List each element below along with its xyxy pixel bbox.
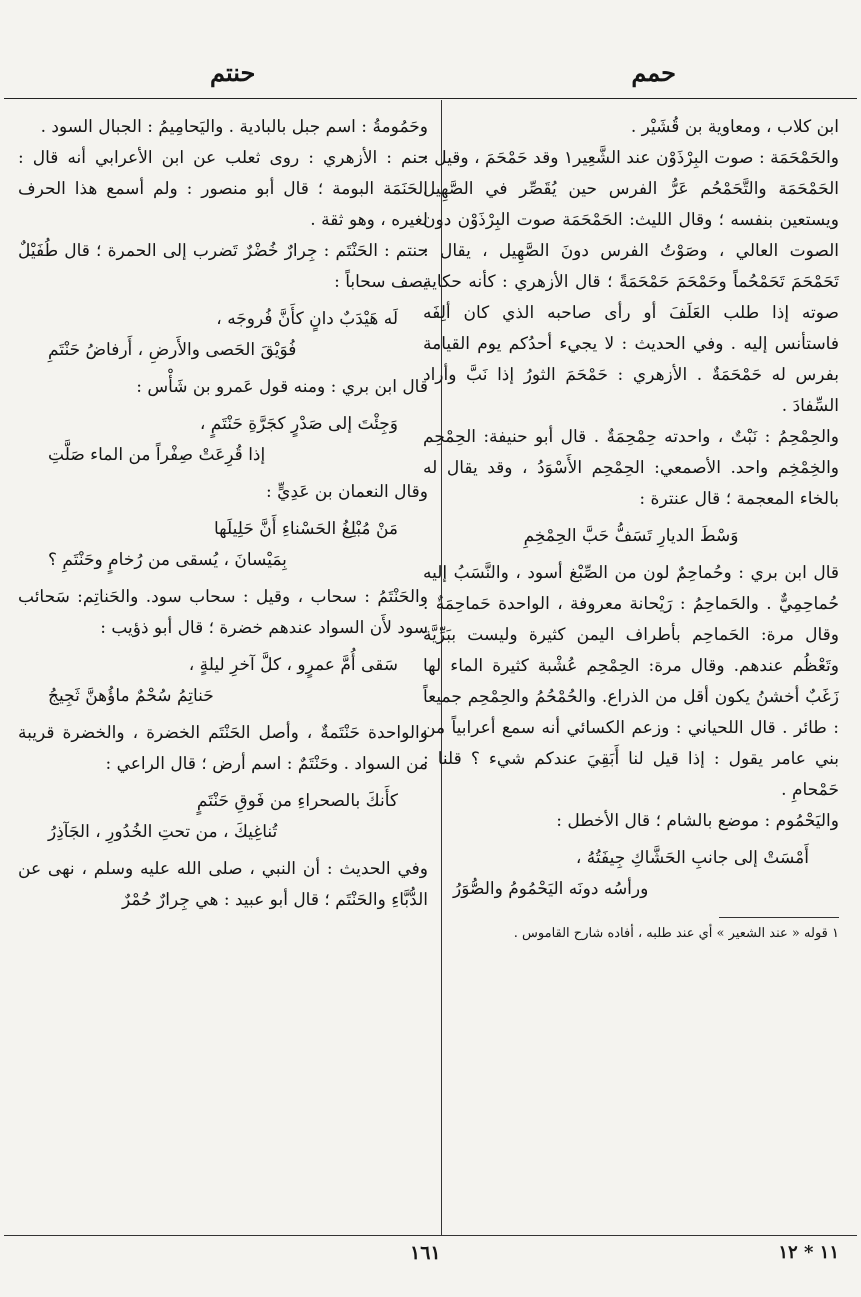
left-verse-4 [18,650,428,712]
right-paragraph-5: واليَحْمُوم : موضع بالشام ؛ قال الأخطل : [556,811,839,831]
signature-mark: ١١ * ١٢ [778,1242,839,1263]
footnote: ١ قوله « عند الشعير » أي عند طلبه ، أفاده شارح القاموس . [513,926,839,941]
verse-line-2: تُناغِيكَ ، من تحتِ الخُدُورِ ، الجَآذِرُ [48,822,278,842]
right-verse-1 [423,521,839,552]
right-paragraph-2: والحَمْحَمَة : صوت البِرْذَوْن عند الشَّعِير١ وقد حَمْحَمَ ، وقيل : الحَمْحَمَة والتَّحَمْحُم عَرُّ الفرس حين يُقَصِّر في الصَّهِيل ويستعين بنفسه ؛ وقال الليث: الحَمْحَمَة صوت البِرْذَوْن دون الصوت العالي ، وصَوْتُ الفرس دونَ الصَّهِيل ، يقال : تَحَمْحَمَ تَحَمْحُماً وحَمْحَمَ حَمْحَمَةً ؛ قال الأزهري : كأنه حكاية صوته إذا طلب العَلَفَ أو رأى صاحبه الذي كان ألِفَه فاستأنس إليه . وفي الحديث : لا يجيء أحدُكم يوم القيامة بفرس له حَمْحَمَةٌ . الأزهري : حَمْحَمَ الثورُ إذا نَبَّ وأراد السِّفادَ . [423,148,839,416]
left-paragraph-5: وقال النعمان بن عَدِيٍّ : [266,482,428,502]
verse-line-1: كأَنكَ بالصحراءِ من فَوقِ حَنْتَمٍ [196,791,398,811]
verse-line-1: أَمْسَتْ إلى جانبِ الحَشَّاكِ جِيفَتُهُ ، [575,848,809,868]
right-verse-2 [423,843,839,905]
verse-line-1: لَه هَيْدَبٌ دانٍ كأَنَّ فُروجَه ، [216,309,398,329]
left-verse-3 [18,514,428,576]
verse-line-1: وَجِئْتَ إلى صَدْرٍ كجَرَّةِ حَنْتَمٍ ، [199,414,398,434]
verse-line-1: سَقى أُمَّ عمرٍو ، كلَّ آخرِ ليلةٍ ، [188,655,398,675]
left-verse-1 [18,304,428,366]
header-right-entry: حمم [631,58,676,87]
left-column [18,112,428,916]
right-paragraph-1: ابن كلاب ، ومعاوية بن قُشَيْر . [630,117,839,137]
header-rule [4,98,857,99]
footer-rule [4,1235,857,1236]
page-number: ١٦١ [410,1242,441,1264]
verse-line-2: ورأسُه دونَه اليَحْمُومُ والصُّوَرُ [453,879,649,899]
right-paragraph-4: قال ابن بري : وحُماحِمٌ لون من الصِّبْغ أسود ، والنَّسَبُ إليه حُماحِمِيٌّ . والحَماحِمُ : رَيْحانة معروفة ، الواحدة حَماحِمَةٌ . وقال مرة: الحَماحِم بأطراف اليمن كثيرة وليست ببَرِّيَّة وتَعْظُم عندهم. وقال مرة: الحِمْحِم عُشْبة كثيرة الماء لها زَغَبٌ أخشنُ يكون أقل من الذراع. والحُمْحُمُ والحِمْحِم جميعاً : طائر . قال اللحياني : وزعم الكسائي أنه سمع أعرابياً من بني عامر يقول : إذا قيل لنا أَبَقِيَ عندكم شيء ؟ قلنا : حَمْحامِ . [423,563,839,800]
verse-line-1: مَنْ مُبْلِغُ الحَسْناءِ أَنَّ حَلِيلَها [213,519,398,539]
left-paragraph-2: حنم : الأزهري : روى ثعلب عن ابن الأعرابي أنه قال : الحَنَمَة البومة ؛ قال أبو منصور : ولم أسمع هذا الحرف لغيره ، وهو ثقة . [18,148,428,230]
left-paragraph-6: والحَنْتَمُ : سحاب ، وقيل : سحاب سود. والحَناتِم: سَحائب سود لأَن السواد عندهم خضرة ؛ قال أبو ذؤيب : [18,587,428,638]
left-paragraph-7: والواحدة حَنْتَمةٌ ، وأصل الحَنْتَم الخضرة ، والخضرة قريبة من السواد . وحَنْتَمٌ : اسم أرض ؛ قال الراعي : [18,723,428,774]
verse-line-2: بِمَيْسانَ ، يُسقى من رُخامٍ وحَنْتَمِ ؟ [48,550,287,570]
left-paragraph-4: قال ابن بري : ومنه قول عَمرو بن شَأْس : [136,377,428,397]
left-paragraph-3: حنتم : الحَنْتَم : جِرارٌ خُضْرٌ تَضرب إلى الحمرة ؛ قال طُفَيْلٌ يصف سحاباً : [18,241,428,292]
left-verse-2 [18,409,428,471]
verse-line-2: فُوَيْقَ الحَصى والأَرضِ ، أَرفاضُ حَنْتَمِ [48,340,297,360]
left-verse-5 [18,786,428,848]
left-paragraph-8: وفي الحديث : أن النبي ، صلى الله عليه وسلم ، نهى عن الدُّبَّاءِ والحَنْتَم ؛ قال أبو عبيد : هي جِرارٌ حُمْرٌ [18,859,428,910]
left-paragraph-1: وحَمُومةُ : اسم جبل بالبادية . واليَحامِيمُ : الجبال السود . [40,117,428,137]
right-column [423,112,839,944]
footnote-rule [719,917,839,918]
right-paragraph-3: والحِمْحِمُ : نَبْتٌ ، واحدته حِمْحِمَةٌ . قال أبو حنيفة: الحِمْحِم والخِمْخِم واحد. الأصمعي: الحِمْحِم الأَسْوَدُ ، وقد يقال له بالخاء المعجمة ؛ قال عنترة : [423,427,839,509]
verse-line-2: إذا قُرِعَتْ صِفْراً من الماء صَلَّتِ [48,445,266,465]
header-left-entry: حنتم [210,58,256,87]
verse-line-2: حَناتِمُ سُحْمٌ ماؤُهنَّ ثَجِيجُ [48,686,214,706]
verse-line: وَسْطَ الديارِ تَسَفُّ حَبَّ الحِمْخِمِ [523,526,739,546]
